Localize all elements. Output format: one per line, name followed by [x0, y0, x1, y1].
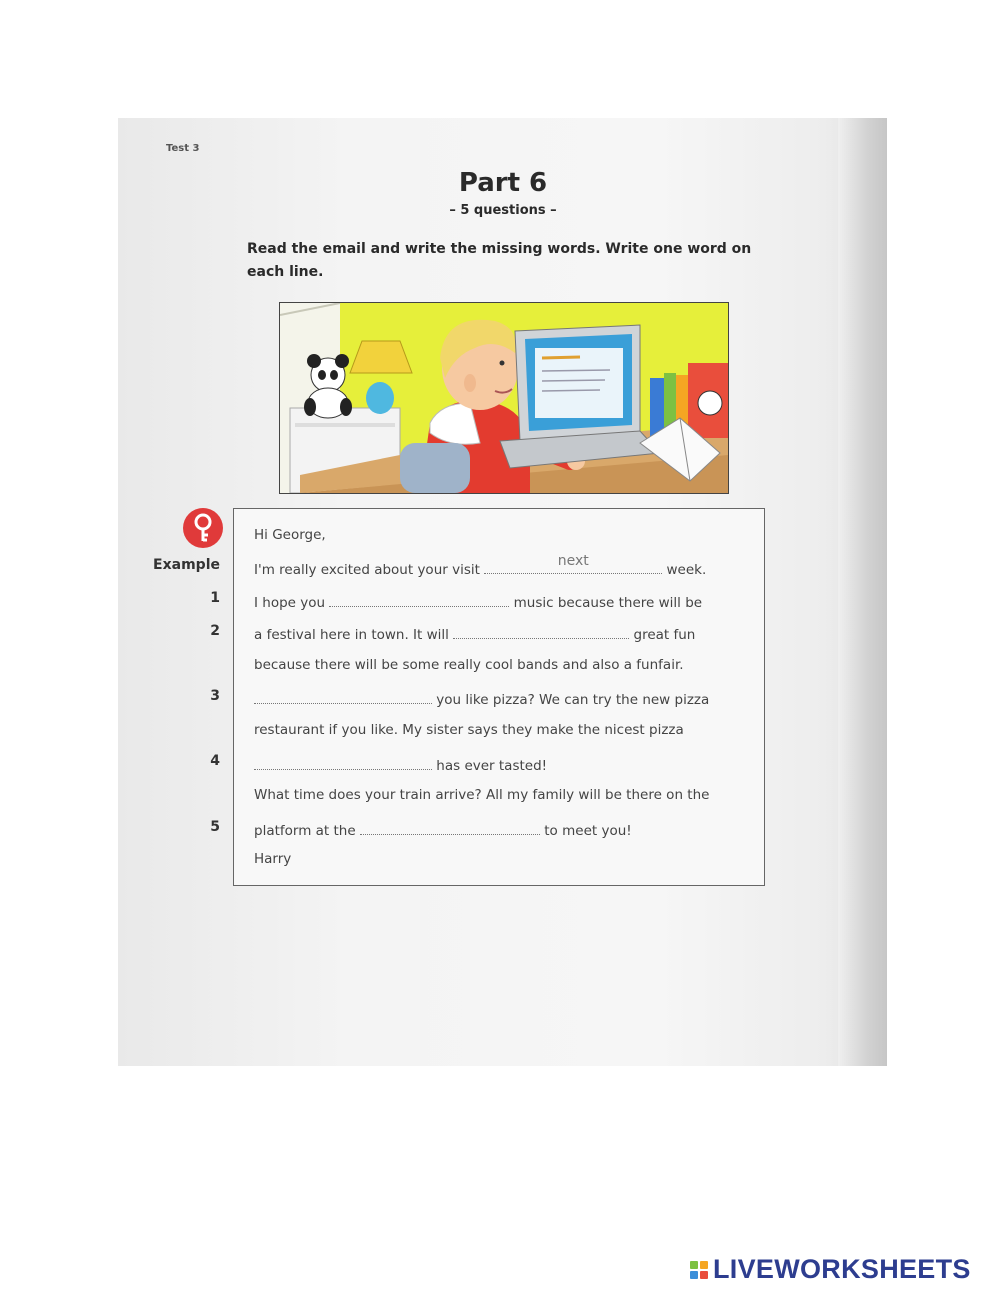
email-line-6: restaurant if you like. My sister says they make the nicest pizza — [254, 722, 684, 738]
question-number-2: 2 — [210, 623, 220, 639]
question-number-3: 3 — [210, 688, 220, 704]
illustration-svg — [280, 303, 728, 493]
example-key-badge — [183, 508, 223, 548]
liveworksheets-grid-icon — [690, 1261, 708, 1279]
q4-answer-blank[interactable] — [254, 755, 432, 770]
key-icon — [183, 508, 223, 548]
q5-text-after: to meet you! — [544, 823, 632, 839]
email-q2-line — [254, 624, 695, 643]
liveworksheets-logo — [690, 1254, 971, 1285]
email-q1-line — [254, 592, 702, 611]
q2-text-after: great fun — [633, 627, 696, 643]
page-subtitle: – 5 questions – — [449, 203, 557, 218]
q1-text-before: I hope you — [254, 595, 326, 611]
question-number-1: 1 — [210, 590, 220, 606]
email-q5-line — [254, 820, 632, 839]
q5-answer-blank[interactable] — [360, 820, 540, 835]
question-number-5: 5 — [210, 819, 220, 835]
example-text-before: I'm really excited about your visit — [254, 562, 480, 578]
instructions: Read the email and write the missing words. Write one word on each line. — [247, 241, 752, 280]
email-q4-line — [254, 755, 547, 774]
q2-answer-blank[interactable] — [453, 624, 629, 639]
q1-answer-blank[interactable] — [329, 592, 509, 607]
brand-name: LIVEWORKSHEETS — [713, 1254, 971, 1284]
example-answer-blank — [484, 553, 662, 574]
email-line-8: What time does your train arrive? All my family will be there on the — [254, 787, 710, 803]
q4-text-after: has ever tasted! — [436, 758, 548, 774]
email-greeting: Hi George, — [254, 527, 326, 543]
q2-text-before: a festival here in town. It will — [254, 627, 449, 643]
example-text-after: week. — [666, 562, 707, 578]
question-number-4: 4 — [210, 753, 220, 769]
email-q3-line — [254, 689, 709, 708]
email-signature: Harry — [254, 851, 292, 867]
test-label: Test 3 — [166, 143, 200, 154]
illustration-boy-at-laptop — [279, 302, 729, 494]
q3-answer-blank[interactable] — [254, 689, 432, 704]
example-label: Example — [153, 557, 220, 573]
q3-text-after: you like pizza? We can try the new pizza — [436, 692, 710, 708]
page-title: Part 6 — [458, 168, 548, 198]
example-answer: next — [557, 553, 589, 569]
q5-text-before: platform at the — [254, 823, 356, 839]
email-box — [233, 508, 765, 886]
email-line-4: because there will be some really cool bands and also a funfair. — [254, 657, 684, 673]
page-spine-shadow — [838, 118, 887, 1066]
q1-text-after: music because there will be — [513, 595, 703, 611]
email-example-line — [254, 553, 707, 578]
